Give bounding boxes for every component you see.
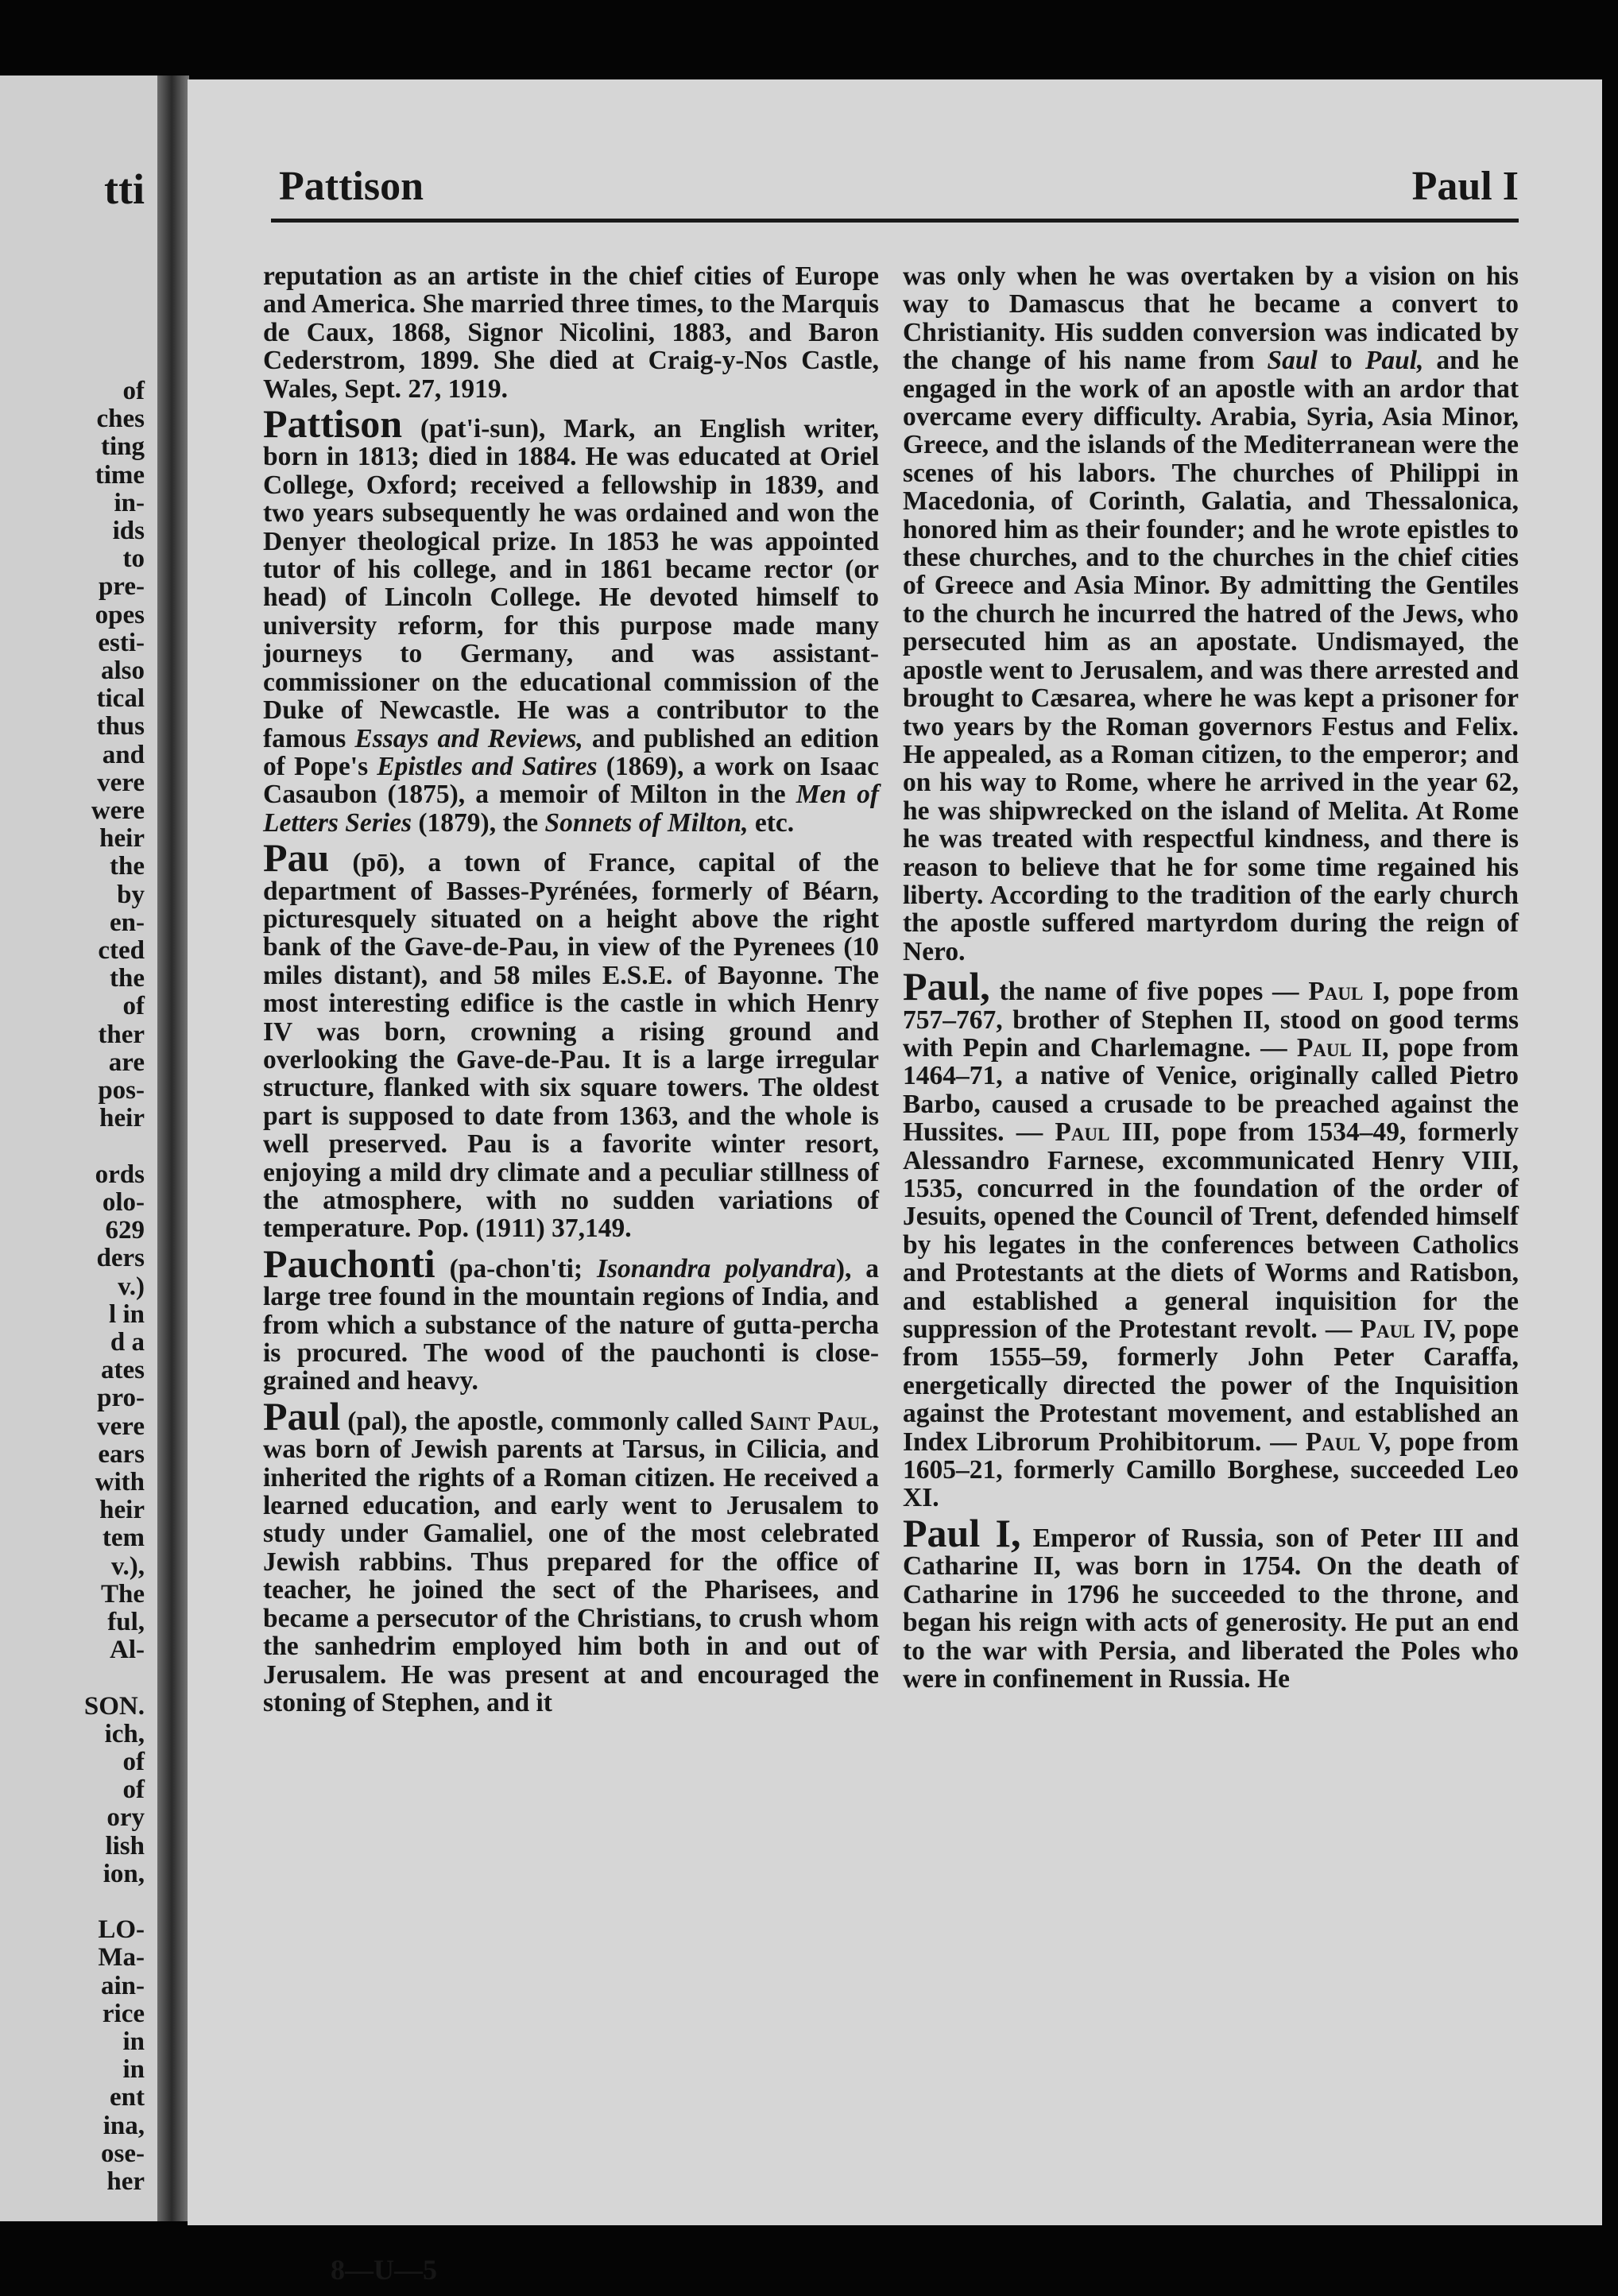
facing-page-fragment: ent bbox=[110, 2083, 145, 2112]
entry-pattison bbox=[263, 401, 880, 838]
entry-text: and he engaged in the work of an apostle with an ardor that overcame every difficulty. Arabia, Syria, Asia Minor, Greece, and the islands of the Mediterranean were the scenes of his labors. The churches of Philippi in Macedonia, of Corinth, Galatia, and Thessalonica, honored him as their founder; and he wrote epistles to these churches, and to the churches in the chief cities of Greece and Asia Minor. By admitting the Gentiles to the church he incurred the hatred of the Jews, who persecuted him as an apostate. Undismayed, the apostle went to Jerusalem, and was there arrested and brought to Cæsarea, where he was kept a prisoner for two years by the Roman governors Festus and Felix. He appealed, as a Roman citizen, to the emperor; and on his way to Rome, where he arrived in the year 62, he was shipwrecked on the island of Melita. At Rome he was treated with respectful kindness, and there is reason to believe that he for some time regained his liberty. According to the tradition of the early church the apostle suffered martyrdom during the reign of Nero. bbox=[903, 346, 1519, 966]
facing-page-fragment: SON. bbox=[83, 1691, 145, 1721]
facing-page-fragment: LO- bbox=[98, 1915, 145, 1945]
right-column bbox=[903, 262, 1519, 1693]
facing-page-fragment bbox=[10, 1888, 145, 1916]
entry-text: pope from 1534–49, formerly Alessandro Farnese, excommunicated Henry VIII, 1535, concurred in the foundation of the order of Jesuits, opened the Council of Trent, defended himself by his legates in the conferences between Catholics and Protestants at the diets of Worms and Ratisbon, and established a general inquisition for the suppression of the Protestant revolt. — bbox=[903, 1117, 1519, 1345]
facing-page-fragment: in- bbox=[114, 488, 145, 517]
italic-name: Isonandra polyandra bbox=[596, 1253, 836, 1284]
facing-page-line-fragments bbox=[10, 378, 145, 2196]
small-caps-text: Saint Paul, bbox=[749, 1406, 879, 1436]
italic-title: Men of Letters Series bbox=[263, 780, 879, 838]
headword: Paul, bbox=[903, 964, 990, 1009]
small-caps-text: Paul III, bbox=[1055, 1117, 1160, 1148]
facing-page-fragment: v.) bbox=[118, 1272, 145, 1301]
facing-page-fragment: ther bbox=[98, 1020, 145, 1049]
facing-page-fragment: time bbox=[95, 460, 145, 490]
entry-text: pope from 1464–71, a native of Venice, originally called Pietro Barbo, caused a crusade to be preached against the Hussites. — bbox=[903, 1032, 1519, 1148]
facing-page-fragment bbox=[10, 1664, 145, 1692]
entry-text: etc. bbox=[748, 807, 795, 838]
facing-page-fragment: Al- bbox=[110, 1636, 145, 1665]
facing-page-fragment: ina, bbox=[103, 2111, 145, 2140]
entry-paul-emperor bbox=[903, 1510, 1519, 1694]
facing-page-fragment: are bbox=[108, 1047, 145, 1077]
facing-page-fragment: ful, bbox=[107, 1607, 145, 1636]
facing-page-fragment: 629 bbox=[105, 1216, 145, 1245]
small-caps-text: E.S.E. bbox=[602, 960, 673, 990]
facing-page-fragment: ting bbox=[100, 432, 145, 462]
facing-page-fragment: of bbox=[122, 1775, 145, 1805]
facing-page-fragment bbox=[10, 1133, 145, 1160]
facing-page-fragment: ory bbox=[106, 1803, 145, 1833]
entry-text: was only when he was overtaken by a vision on his way to Damascus that he became a convert to Christianity. His sudden conversion was indicated by the change of his name from bbox=[903, 261, 1519, 376]
facing-page-fragment: Ma- bbox=[98, 1943, 145, 1973]
entry-text: pope from 1605–21, formerly Camillo Borghese, succeeded Leo XI. bbox=[903, 1427, 1519, 1513]
facing-page-fragment: also bbox=[100, 656, 145, 686]
facing-page-fragment: with bbox=[95, 1467, 145, 1496]
entry-text: (pal), the apostle, commonly called bbox=[340, 1406, 750, 1436]
signature-mark: 8—U—5 bbox=[331, 2254, 437, 2286]
small-caps-text: Paul IV, bbox=[1360, 1314, 1456, 1345]
small-caps-text: Paul II, bbox=[1296, 1032, 1389, 1063]
facing-page-fragment: v.), bbox=[110, 1551, 145, 1581]
facing-page-fragment: ich, bbox=[104, 1719, 145, 1748]
italic-title: Essays and Reviews, bbox=[354, 723, 583, 753]
facing-page-fragment: the bbox=[110, 964, 145, 993]
entry-pauchonti bbox=[263, 1241, 880, 1396]
facing-page bbox=[0, 76, 159, 2221]
entry-text: (pat'i-sun), Mark, an English writer, born in 1813; died in 1884. He was educated at Oriel College, Oxford; received a fellowship in 1839, and two years subsequently he was ordained and won the Denyer theological prize. In 1853 he was appointed tutor of his college, and in 1861 became rector (or head) of Lincoln College. He devoted himself to university reform, for this purpose made many journeys to Germany, and was assistant-commissioner on the educational commission of the Duke of Newcastle. He was a contributor to the famous bbox=[263, 414, 879, 753]
running-head-right: Paul I bbox=[1411, 164, 1519, 209]
facing-page-fragment: vere bbox=[97, 768, 145, 797]
facing-page-fragment: by bbox=[117, 880, 145, 909]
facing-page-fragment: heir bbox=[99, 1496, 145, 1525]
facing-page-fragment: pos- bbox=[98, 1076, 145, 1105]
facing-page-fragment: were bbox=[91, 796, 145, 826]
facing-page-header-fragment: tti bbox=[104, 165, 145, 213]
book-gutter bbox=[157, 76, 189, 2221]
headword: Pauchonti bbox=[263, 1241, 435, 1286]
italic-title: Epistles and Satires bbox=[377, 751, 598, 781]
facing-page-fragment: the bbox=[110, 852, 145, 881]
entry-text: (pō), a town of France, capital of the department of Basses-Pyrénées, formerly of Béarn, picturesquely situated on a height above the right bank of the Gave-de-Pau, in view of the Pyrenees (10 miles distant), and 58 miles bbox=[263, 848, 879, 990]
facing-page-fragment: rice bbox=[102, 1999, 145, 2028]
entry-text: ), a large tree found in the mountain regions of India, and from which a substance of the nature of gutta-percha is procured. The wood of the pauchonti is close-grained and heavy. bbox=[263, 1253, 880, 1396]
entry-text: pope from 1555–59, formerly John Peter Caraffa, energetically directed the power of the Inquisition against the Protestant movement, and established an Index Librorum Prohibitorum. — bbox=[903, 1314, 1519, 1457]
facing-page-fragment: ders bbox=[96, 1244, 145, 1273]
entry-text: (pa-chon'ti; bbox=[435, 1253, 597, 1284]
facing-page-fragment: opes bbox=[95, 600, 145, 629]
facing-page-fragment: l in bbox=[109, 1299, 145, 1329]
entry-paul-popes bbox=[903, 964, 1519, 1513]
headword: Pattison bbox=[263, 401, 402, 447]
left-column bbox=[263, 262, 879, 1717]
italic-name: Saul bbox=[1267, 346, 1318, 376]
italic-title: Sonnets of Milton, bbox=[544, 807, 749, 838]
entry-paul-apostle-continued bbox=[903, 262, 1519, 966]
facing-page-fragment: ears bbox=[98, 1439, 145, 1469]
facing-page-fragment: lish bbox=[105, 1831, 145, 1860]
headword: Paul bbox=[263, 1393, 341, 1438]
facing-page-fragment: tem bbox=[102, 1524, 145, 1553]
headword: Paul I, bbox=[903, 1510, 1021, 1555]
facing-page-fragment: The bbox=[100, 1579, 145, 1609]
facing-page-fragment: ches bbox=[96, 405, 145, 434]
facing-page-fragment: and bbox=[102, 740, 145, 769]
facing-page-fragment: ates bbox=[101, 1356, 145, 1385]
continuation-text: reputation as an artiste in the chief cities of Europe and America. She married three times, to the Marquis de Caux, 1868, Signor Nicolini, 1883, and Baron Cederstrom, 1899. She died at Craig-y-Nos Castle, Wales, Sept. 27, 1919. bbox=[263, 261, 879, 404]
facing-page-fragment: of bbox=[122, 1747, 145, 1776]
running-head-left: Pattison bbox=[279, 164, 424, 209]
facing-page-fragment: d a bbox=[110, 1327, 145, 1357]
entry-paul-apostle bbox=[263, 1393, 879, 1717]
facing-page-fragment: of bbox=[122, 992, 145, 1021]
small-caps-text: Paul V, bbox=[1305, 1427, 1392, 1457]
entry-text: pope from 757–767, brother of Stephen II, stood on good terms with Pepin and Charlemagne. — bbox=[903, 977, 1519, 1063]
facing-page-fragment: ion, bbox=[103, 1859, 145, 1888]
entry-text: the name of five popes — bbox=[989, 977, 1309, 1007]
entry-text: to bbox=[1317, 346, 1365, 376]
facing-page-fragment: pro- bbox=[97, 1384, 145, 1413]
facing-page-fragment: in bbox=[122, 2055, 145, 2085]
entry-text: and published an edition of Pope's bbox=[263, 723, 879, 781]
facing-page-fragment: ords bbox=[95, 1160, 145, 1189]
facing-page-fragment: tical bbox=[96, 684, 145, 714]
entry-text: (1869), a work on Isaac Casaubon (1875), a memoir of Milton in the bbox=[263, 751, 880, 810]
facing-page-fragment: heir bbox=[99, 824, 145, 854]
facing-page-fragment: ids bbox=[112, 517, 145, 546]
entry-pau bbox=[263, 835, 879, 1244]
facing-page-fragment: vere bbox=[97, 1411, 145, 1441]
running-head bbox=[271, 163, 1519, 223]
entry-text: of Bayonne. The most interesting edifice is the castle in which Henry IV was born, crowning a rising ground and overlooking the Gave-de-Pau. It is a large irregular structure, flanked with six square towers. The oldest part is supposed to date from 1363, and the whole is well preserved. Pau is a favorite winter resort, enjoying a mild dry climate and a peculiar stillness of the atmosphere, with no sudden variations of temperature. Pop. (1911) 37,149. bbox=[263, 960, 879, 1244]
entry-text: was born of Jewish parents at Tarsus, in Cilicia, and inherited the rights of a Roman citizen. He received a learned education, and early went to Jerusalem to study under Gamaliel, one of the most celebrated Jewish rabbins. Thus prepared for the office of teacher, he joined the sect of the Pharisees, and became a persecutor of the Christians, to crush whom the sanhedrim employed him both in and out of Jerusalem. He was present at and encouraged the stoning of Stephen, and it bbox=[263, 1435, 879, 1717]
facing-page-fragment: to bbox=[122, 544, 145, 574]
facing-page-fragment: thus bbox=[96, 712, 145, 741]
facing-page-fragment: ain- bbox=[100, 1971, 145, 2000]
facing-page-fragment: esti- bbox=[98, 628, 145, 657]
entry-text: (1879), the bbox=[412, 807, 545, 838]
facing-page-fragment: en- bbox=[110, 908, 145, 937]
facing-page-fragment: ose- bbox=[101, 2139, 145, 2168]
facing-page-fragment: of bbox=[122, 377, 145, 405]
dictionary-page bbox=[188, 79, 1602, 2286]
small-caps-text: Paul I, bbox=[1308, 977, 1390, 1007]
facing-page-fragment: heir bbox=[99, 1104, 145, 1133]
italic-name: Paul, bbox=[1364, 346, 1424, 376]
headword: Pau bbox=[263, 835, 330, 881]
entry-text: Emperor of Russia, son of Peter III and Catharine II, was born in 1754. On the death of Catharine in 1796 he succeeded to the throne, and began his reign with acts of generosity. He put an end to the war with Persia, and liberated the Poles who were in confinement in Russia. He bbox=[903, 1523, 1519, 1694]
facing-page-fragment: olo- bbox=[102, 1187, 145, 1217]
facing-page-fragment: cted bbox=[98, 936, 145, 966]
facing-page-fragment: pre- bbox=[98, 572, 145, 602]
facing-page-fragment: in bbox=[122, 2027, 145, 2056]
facing-page-fragment: her bbox=[106, 2167, 145, 2196]
